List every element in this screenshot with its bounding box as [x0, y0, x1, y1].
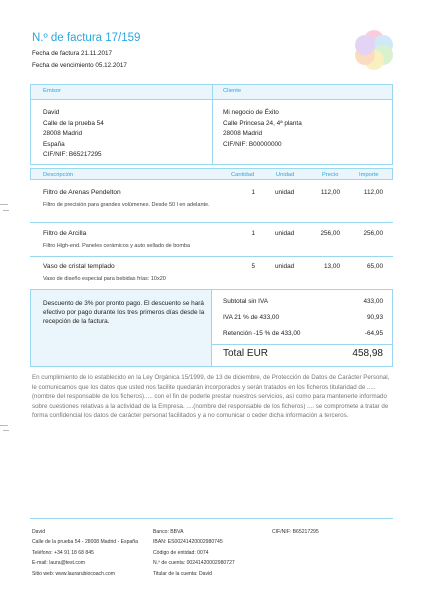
retention-value: -64,95 — [364, 330, 383, 337]
client-line: 28008 Madrid — [223, 130, 263, 138]
item-price: 256,00 — [320, 230, 340, 237]
col-price: Precio — [322, 171, 339, 178]
retention-label: Retención -15 % de 433,00 — [223, 330, 301, 337]
footer-line: IBAN: ES0024142000298074​5 — [153, 539, 223, 546]
fold-mark — [0, 204, 8, 205]
item-quantity: 1 — [251, 189, 255, 196]
footer-line: Calle de la prueba 54 - 28008 Madrid - España — [32, 539, 138, 546]
item-description: Filtro High-end. Paneles cerámicos y auto sellado de bomba — [43, 243, 191, 249]
item-quantity: 1 — [251, 230, 255, 237]
issuer-line: CIF/NIF: B65217295 — [43, 151, 102, 159]
item-name: Filtro de Arcilla — [43, 230, 87, 237]
parties-divider — [212, 85, 213, 164]
flower-logo-icon — [350, 26, 398, 74]
issuer-line: David — [43, 109, 60, 116]
iva-label: IVA 21 % de 433,00 — [223, 314, 280, 321]
footer-line: E-mail: laura@test.com — [32, 560, 86, 567]
row-divider — [30, 256, 393, 257]
invoice-number: N.º de factura 17/159 — [32, 32, 141, 44]
item-unit: unidad — [275, 230, 295, 237]
total-value: 458,98 — [352, 348, 383, 359]
retention-row — [223, 330, 383, 337]
row-divider — [30, 222, 393, 223]
subtotal-label: Subtotal sin IVA — [223, 298, 268, 305]
footer-bank — [153, 527, 235, 579]
item-amount: 65,00 — [367, 263, 383, 270]
col-quantity: Cantidad — [231, 171, 255, 178]
subtotal-value: 433,00 — [363, 298, 383, 305]
issuer-line: España — [43, 140, 65, 148]
footer-line: N.º de cuenta: 00241420002980727 — [153, 560, 235, 567]
footer-divider — [30, 518, 393, 519]
footer-line: CIF/NIF: B65217295 — [272, 529, 319, 535]
legal-notice: En cumplimiento de lo establecido en la Ley Orgánica 15/1999, de 13 de diciembre, de Protección de Datos de Carácter Personal, le comunicamos que los datos que usted nos facilite quedarán incorporados y serán tratados en los ficheros titularidad de .....(nombre del responsable de los ficheros)..... con el fin de poderle prestar nuestros servicios, así como para mantenerle informado sobre cuestiones relativas a la actividad de la Empresa. ....(nombre del responsable de los ficheros) .... se compromete a tratar de forma confidencial los datos de carácter personal facilitados y a no comunicar o ceder dicha información a terceros. — [32, 374, 390, 420]
total-row — [223, 348, 383, 359]
item-quantity: 5 — [251, 263, 255, 270]
discount-panel — [31, 290, 212, 366]
item-amount: 112,00 — [363, 189, 383, 196]
item-name: Filtro de Arenas Pendelton — [43, 189, 121, 196]
iva-value: 90,93 — [367, 314, 383, 321]
invoice-date: Fecha de factura 21.11.2017 — [32, 50, 113, 57]
item-price: 112,00 — [320, 189, 340, 196]
discount-note: Descuento de 3% por pronto pago. El descuento se hará efectivo por pago durante los tres primeros días desde la recepción de la factura. — [43, 300, 205, 326]
client-header: Cliente — [223, 88, 242, 94]
col-description: Descripción — [43, 171, 74, 178]
item-unit: unidad — [275, 263, 295, 270]
item-unit: unidad — [275, 189, 295, 196]
footer-tax — [272, 527, 319, 537]
item-name: Vaso de cristal templado — [43, 263, 115, 270]
fold-mark — [0, 425, 8, 426]
client-line: Calle Princesa 24, 4ª planta — [223, 119, 302, 127]
issuer-address — [43, 108, 104, 161]
item-price: 13,00 — [324, 263, 340, 270]
subtotal-row — [223, 298, 383, 305]
footer-company — [32, 527, 138, 579]
client-line: Mi negocio de Éxito — [223, 109, 279, 116]
col-amount: Importe — [359, 171, 379, 178]
item-description: Filtro de precisión para grandes volúmenes. Desde 50 l en adelante. — [43, 202, 210, 208]
due-date: Fecha de vencimiento 05.12.2017 — [32, 62, 127, 69]
footer-line: Banco: BBVA — [153, 529, 184, 535]
col-unit: Unidad — [276, 171, 295, 178]
client-address — [223, 108, 302, 150]
item-description: Vaso de diseño especial para bebidas frías: 10x20 — [43, 276, 166, 282]
fold-mark — [3, 210, 9, 211]
parties-box — [30, 84, 393, 165]
footer-line: Código de entidad: 0074 — [153, 549, 209, 556]
total-label: Total EUR — [223, 348, 269, 359]
client-line: CIF/NIF: B00000000 — [223, 140, 282, 148]
iva-row — [223, 314, 383, 321]
footer-line: Titular de la cuenta: David — [153, 570, 212, 577]
footer-line: David — [32, 529, 46, 535]
totals-divider — [211, 344, 392, 345]
footer-line: Sitio web: www.laurarubiocoach.com — [32, 570, 115, 577]
issuer-header: Emisor — [43, 88, 62, 94]
footer-line: Teléfono: +34 91 18 68 845 — [32, 549, 94, 556]
fold-mark — [3, 430, 9, 431]
totals-box — [30, 289, 393, 367]
item-amount: 256,00 — [363, 230, 383, 237]
items-table-header — [30, 168, 393, 180]
issuer-line: Calle de la prueba 54 — [43, 119, 104, 127]
issuer-line: 28008 Madrid — [43, 130, 83, 138]
